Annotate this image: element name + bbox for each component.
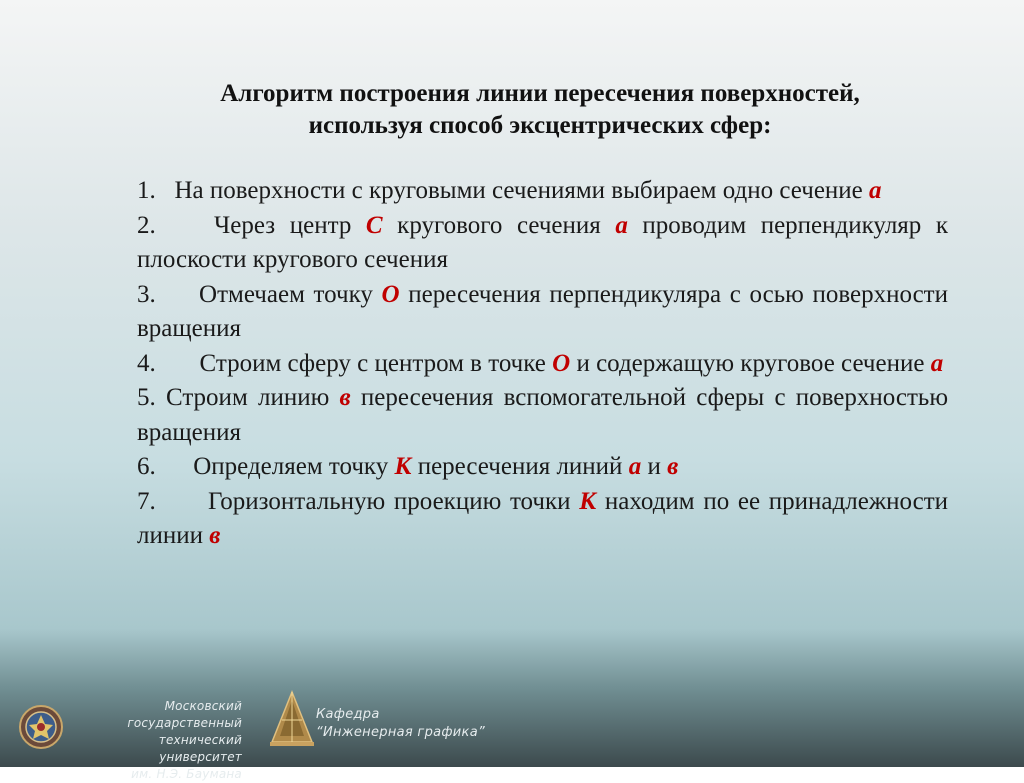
step-5 [137, 381, 948, 450]
step-2 [137, 209, 948, 278]
highlight-o: О [552, 349, 571, 377]
step-text: Горизонтальную проекцию точки [207, 487, 571, 515]
step-number: 3. [137, 280, 156, 308]
step-6 [137, 450, 948, 485]
university-line-1: Московский государственный [127, 699, 242, 730]
highlight-o: О [381, 280, 400, 308]
university-emblem-icon [18, 704, 64, 750]
step-text: Строим линию [165, 384, 330, 411]
step-text: проводим перпендикуляр к плоскости кругового сечения [137, 211, 949, 273]
highlight-k: К [394, 453, 412, 480]
highlight-a: а [869, 177, 882, 204]
highlight-k: К [579, 487, 597, 515]
highlight-c: С [365, 211, 383, 239]
step-number: 6. [137, 453, 156, 480]
title-line-2: используя способ эксцентрических сфер: [308, 112, 772, 139]
university-line-2: технический университет [158, 733, 242, 764]
department-line-2: “Инженерная графика” [316, 725, 486, 740]
footer [0, 678, 1024, 781]
step-number: 5. [137, 384, 156, 411]
step-text: и содержащую круговое сечение [576, 349, 925, 377]
step-text: Определяем точку [193, 453, 389, 480]
university-line-3: им. Н.Э. Баумана [131, 767, 242, 781]
highlight-a: а [930, 349, 944, 377]
step-number: 4. [137, 349, 156, 377]
step-text: и [647, 453, 661, 480]
step-4 [137, 347, 948, 382]
department-name [316, 706, 485, 742]
highlight-v: в [209, 522, 221, 549]
step-number: 1. [137, 177, 156, 204]
step-1 [137, 174, 948, 209]
step-text: На поверхности с круговыми сечениями выбираем одно сечение [174, 177, 863, 204]
department-logo-icon [268, 690, 316, 748]
step-3 [137, 278, 948, 347]
slide-title [140, 78, 940, 142]
department-line-1: Кафедра [316, 707, 380, 722]
highlight-a: а [628, 453, 642, 480]
highlight-v: в [667, 453, 679, 480]
step-7 [137, 485, 948, 554]
university-name [72, 698, 242, 783]
highlight-v: в [339, 384, 351, 411]
step-text: пересечения перпендикуляра с осью поверхности вращения [137, 280, 948, 342]
step-number: 2. [137, 211, 156, 239]
step-number: 7. [137, 487, 156, 515]
step-text: Через центр [214, 211, 352, 239]
step-text: пересечения линий [417, 453, 623, 480]
step-text: находим по ее принадлежности линии [137, 487, 948, 549]
step-text: Отмечаем точку [199, 280, 373, 308]
title-line-1: Алгоритм построения линии пересечения поверхностей, [220, 80, 860, 107]
step-text: Строим сферу с центром в точке [199, 349, 546, 377]
highlight-a: а [615, 211, 628, 239]
step-text: кругового сечения [397, 211, 601, 239]
step-text: пересечения вспомогательной сферы с поверхностью вращения [137, 384, 948, 446]
algorithm-steps [137, 174, 948, 554]
